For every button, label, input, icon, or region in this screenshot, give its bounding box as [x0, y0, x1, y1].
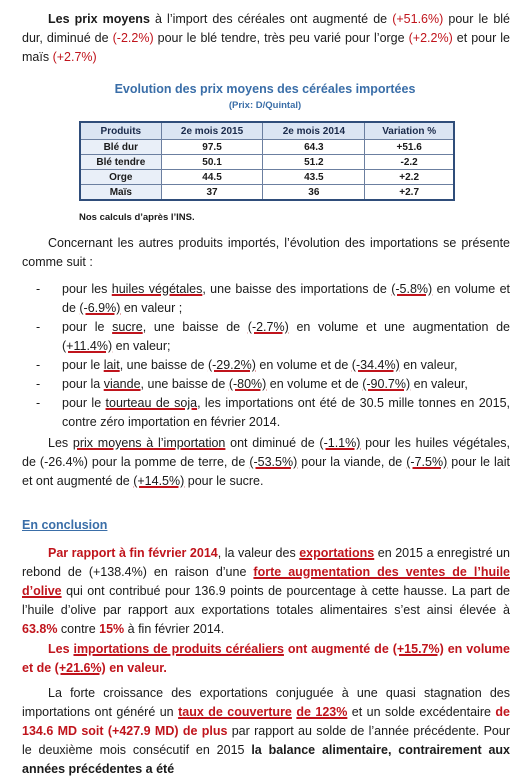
bullet-value: (-29.2%) [207, 358, 256, 372]
prix-value: (-1.1%) [319, 436, 361, 450]
bullet-value: (-90.7%) [362, 377, 411, 391]
table-subtitle: (Prix: D/Quintal) [228, 100, 302, 111]
table-header-cell: 2e mois 2014 [263, 122, 365, 140]
table-row [80, 185, 454, 201]
intro-value: (+2.7%) [52, 50, 97, 64]
intro-value: (+51.6%) [392, 12, 444, 26]
bullet-item: - pour le sucre, une baisse de (-2.7%) en volume et une augmentation de (+11.4%) en valeur; [36, 318, 510, 356]
table-header-cell: Variation % [365, 122, 454, 140]
intro-text: et pour le maïs [22, 31, 511, 64]
table-cell: +51.6 [365, 140, 454, 155]
table-cell: 43.5 [263, 170, 365, 185]
table-cell: 97.5 [161, 140, 263, 155]
prix-value: (-7.5%) [406, 455, 448, 469]
table-cell: 51.2 [263, 155, 365, 170]
table-cell: 36 [263, 185, 365, 201]
product-name: lait [103, 358, 120, 372]
bullet-value: (-80%) [228, 377, 267, 391]
table-cell: Blé tendre [80, 155, 161, 170]
table-source-note: Nos calculs d’après l’INS. [79, 212, 195, 223]
bullet-item: - pour la viande, une baisse de (-80%) en volume et de (-90.7%) en valeur, [36, 375, 510, 394]
table-row [80, 140, 454, 155]
conclusion-paragraph-3: La forte croissance des exportations conjuguée à une quasi stagnation des importations ont généré un taux de couverture de 123% et un solde excédentaire de 134.6 MD soit (+427.9 MD) de plus par rapport au solde de l’année précédente. Pour le deuxième mois consécutif en 2015 la balance alimentaire, contrairement aux années précédentes a été [22, 686, 510, 776]
table-cell: +2.7 [365, 185, 454, 201]
table-header-cell: Produits [80, 122, 161, 140]
table-row [80, 170, 454, 185]
conclusion-paragraph-1: Par rapport à fin février 2014, la valeur des exportations en 2015 a enregistré un rebond de (+138.4%) en raison d’une forte augmentation des ventes de l’huile d’olive qui ont contribué pour 136.9 points de pourcentage à cette hausse. La part de l’huile d’olive par rapport aux exportations totales alimentaires s’est ainsi élevée à 63.8% contre 15% à fin février 2014. [22, 546, 510, 636]
section-heading: En conclusion [22, 518, 108, 532]
table-cell: 64.3 [263, 140, 365, 155]
intro-text: à l’import des céréales ont augmenté de [149, 12, 393, 26]
prix-value: (-53.5%) [249, 455, 298, 469]
prix-value: (+14.5%) [133, 474, 185, 488]
table-header-row [80, 122, 454, 140]
intro-lead: Les prix moyens [48, 12, 150, 26]
product-name: tourteau de soja [105, 396, 198, 410]
table-cell: 44.5 [161, 170, 263, 185]
cereal-price-table [79, 121, 455, 201]
intro-text: pour le blé dur, diminué de [22, 12, 510, 45]
table-cell: Blé dur [80, 140, 161, 155]
bullet-item: - pour le lait, une baisse de (-29.2%) en volume et de (-34.4%) en valeur, [36, 356, 510, 375]
bullet-value: (-2.7%) [247, 320, 289, 334]
bullet-value: (-6.9%) [79, 301, 121, 315]
imports-bullet-list [36, 280, 510, 432]
product-name: huiles végétales [111, 282, 203, 296]
prix-value: (-26.4%) [39, 455, 88, 469]
intro-paragraph [22, 10, 510, 67]
table-cell: 50.1 [161, 155, 263, 170]
bullet-value: (-5.8%) [391, 282, 433, 296]
table-cell: +2.2 [365, 170, 454, 185]
table-title: Evolution des prix moyens des céréales importées [114, 82, 416, 96]
bullet-value: (+11.4%) [62, 339, 113, 353]
conclusion-paragraph-2: Les importations de produits céréaliers ont augmenté de (+15.7%) en volume et de (+21.6%) en valeur. [22, 642, 510, 675]
table-cell: 37 [161, 185, 263, 201]
table-cell: Maïs [80, 185, 161, 201]
product-name: viande [103, 377, 141, 391]
table-cell: Orge [80, 170, 161, 185]
intro-value: (-2.2%) [112, 31, 154, 45]
table-header-cell: 2e mois 2015 [161, 122, 263, 140]
table-row [80, 155, 454, 170]
bullet-value: (-34.4%) [351, 358, 400, 372]
intro-text: pour le blé tendre, très peu varié pour l’orge [153, 31, 409, 45]
prix-lead: prix moyens à l’importation [72, 436, 226, 450]
prix-paragraph: Les prix moyens à l’importation ont diminué de (-1.1%) pour les huiles végétales, de (-26.4%) pour la pomme de terre, de (-53.5%) pour la viande, de (-7.5%) pour le lait et ont augmenté de (+14.5%) pour le sucre. [22, 436, 511, 488]
intro-value: (+2.2%) [408, 31, 453, 45]
bullet-item: - pour le tourteau de soja, les importations ont été de 30.5 mille tonnes en 2015, contre zéro importation en février 2014. [36, 394, 510, 432]
bullet-item: - pour les huiles végétales, une baisse des importations de (-5.8%) en volume et de (-6.9%) en valeur ; [36, 280, 510, 318]
table-cell: -2.2 [365, 155, 454, 170]
concernant-text: Concernant les autres produits importés, l’évolution des importations se présente comme suit : [22, 236, 510, 269]
product-name: sucre [112, 320, 143, 334]
concernant-paragraph [22, 234, 510, 272]
